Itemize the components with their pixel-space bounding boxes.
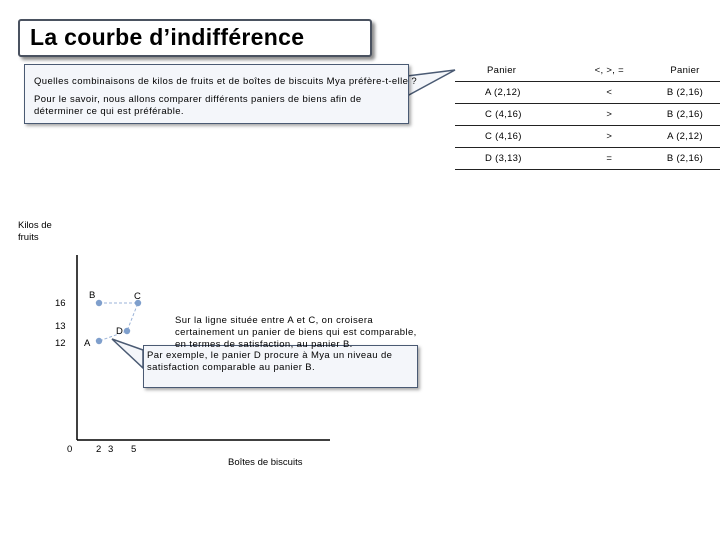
x-tick-5: 5 <box>131 444 137 455</box>
operator: = <box>575 148 645 170</box>
operator: > <box>575 104 645 126</box>
operator: < <box>575 82 645 104</box>
basket-right: A (2,12) <box>644 126 720 148</box>
y-tick-16: 16 <box>55 298 66 309</box>
header-basket-right: Panier <box>644 60 720 82</box>
x-tick-3: 3 <box>108 444 114 455</box>
example-text-part-1: Par exemple, le panier D procure à Mya un niveau de satisfaction comparable au panier B. <box>147 350 393 373</box>
basket-left: C (4,16) <box>455 126 575 148</box>
x-axis-label: Boîtes de biscuits <box>228 457 303 468</box>
question-text: Quelles combinaisons de kilos de fruits et de boîtes de biscuits Mya préfère-t-elle ? <box>34 76 418 87</box>
line-explanation-text: Sur la ligne située entre A et C, on croisera certainement un panier de biens qui est comparable, en termes de satisfaction, au panier B. <box>175 315 417 350</box>
point-label-d: D <box>116 326 123 337</box>
example-callout <box>143 345 418 388</box>
y-axis-label: Kilos de fruits <box>18 220 52 243</box>
x-tick-2: 2 <box>96 444 102 455</box>
point-label-a: A <box>84 338 91 349</box>
page-title: La courbe d’indifférence <box>30 24 305 50</box>
header-basket-left: Panier <box>455 60 575 82</box>
basket-right: B (2,16) <box>644 148 720 170</box>
explanation-text: Pour le savoir, nous allons comparer différents paniers de biens afin de déterminer ce qui est préférable. <box>34 94 362 117</box>
basket-left: C (4,16) <box>455 104 575 126</box>
example-text <box>147 350 415 374</box>
point-label-c: C <box>134 291 141 302</box>
basket-right: B (2,16) <box>644 82 720 104</box>
basket-left: A (2,12) <box>455 82 575 104</box>
operator: > <box>575 126 645 148</box>
basket-left: D (3,13) <box>455 148 575 170</box>
header-operator: <, >, = <box>575 60 645 82</box>
x-tick-0: 0 <box>67 444 73 455</box>
basket-right: B (2,16) <box>644 104 720 126</box>
point-label-b: B <box>89 290 96 301</box>
y-tick-13: 13 <box>55 321 66 332</box>
y-tick-12: 12 <box>55 338 66 349</box>
